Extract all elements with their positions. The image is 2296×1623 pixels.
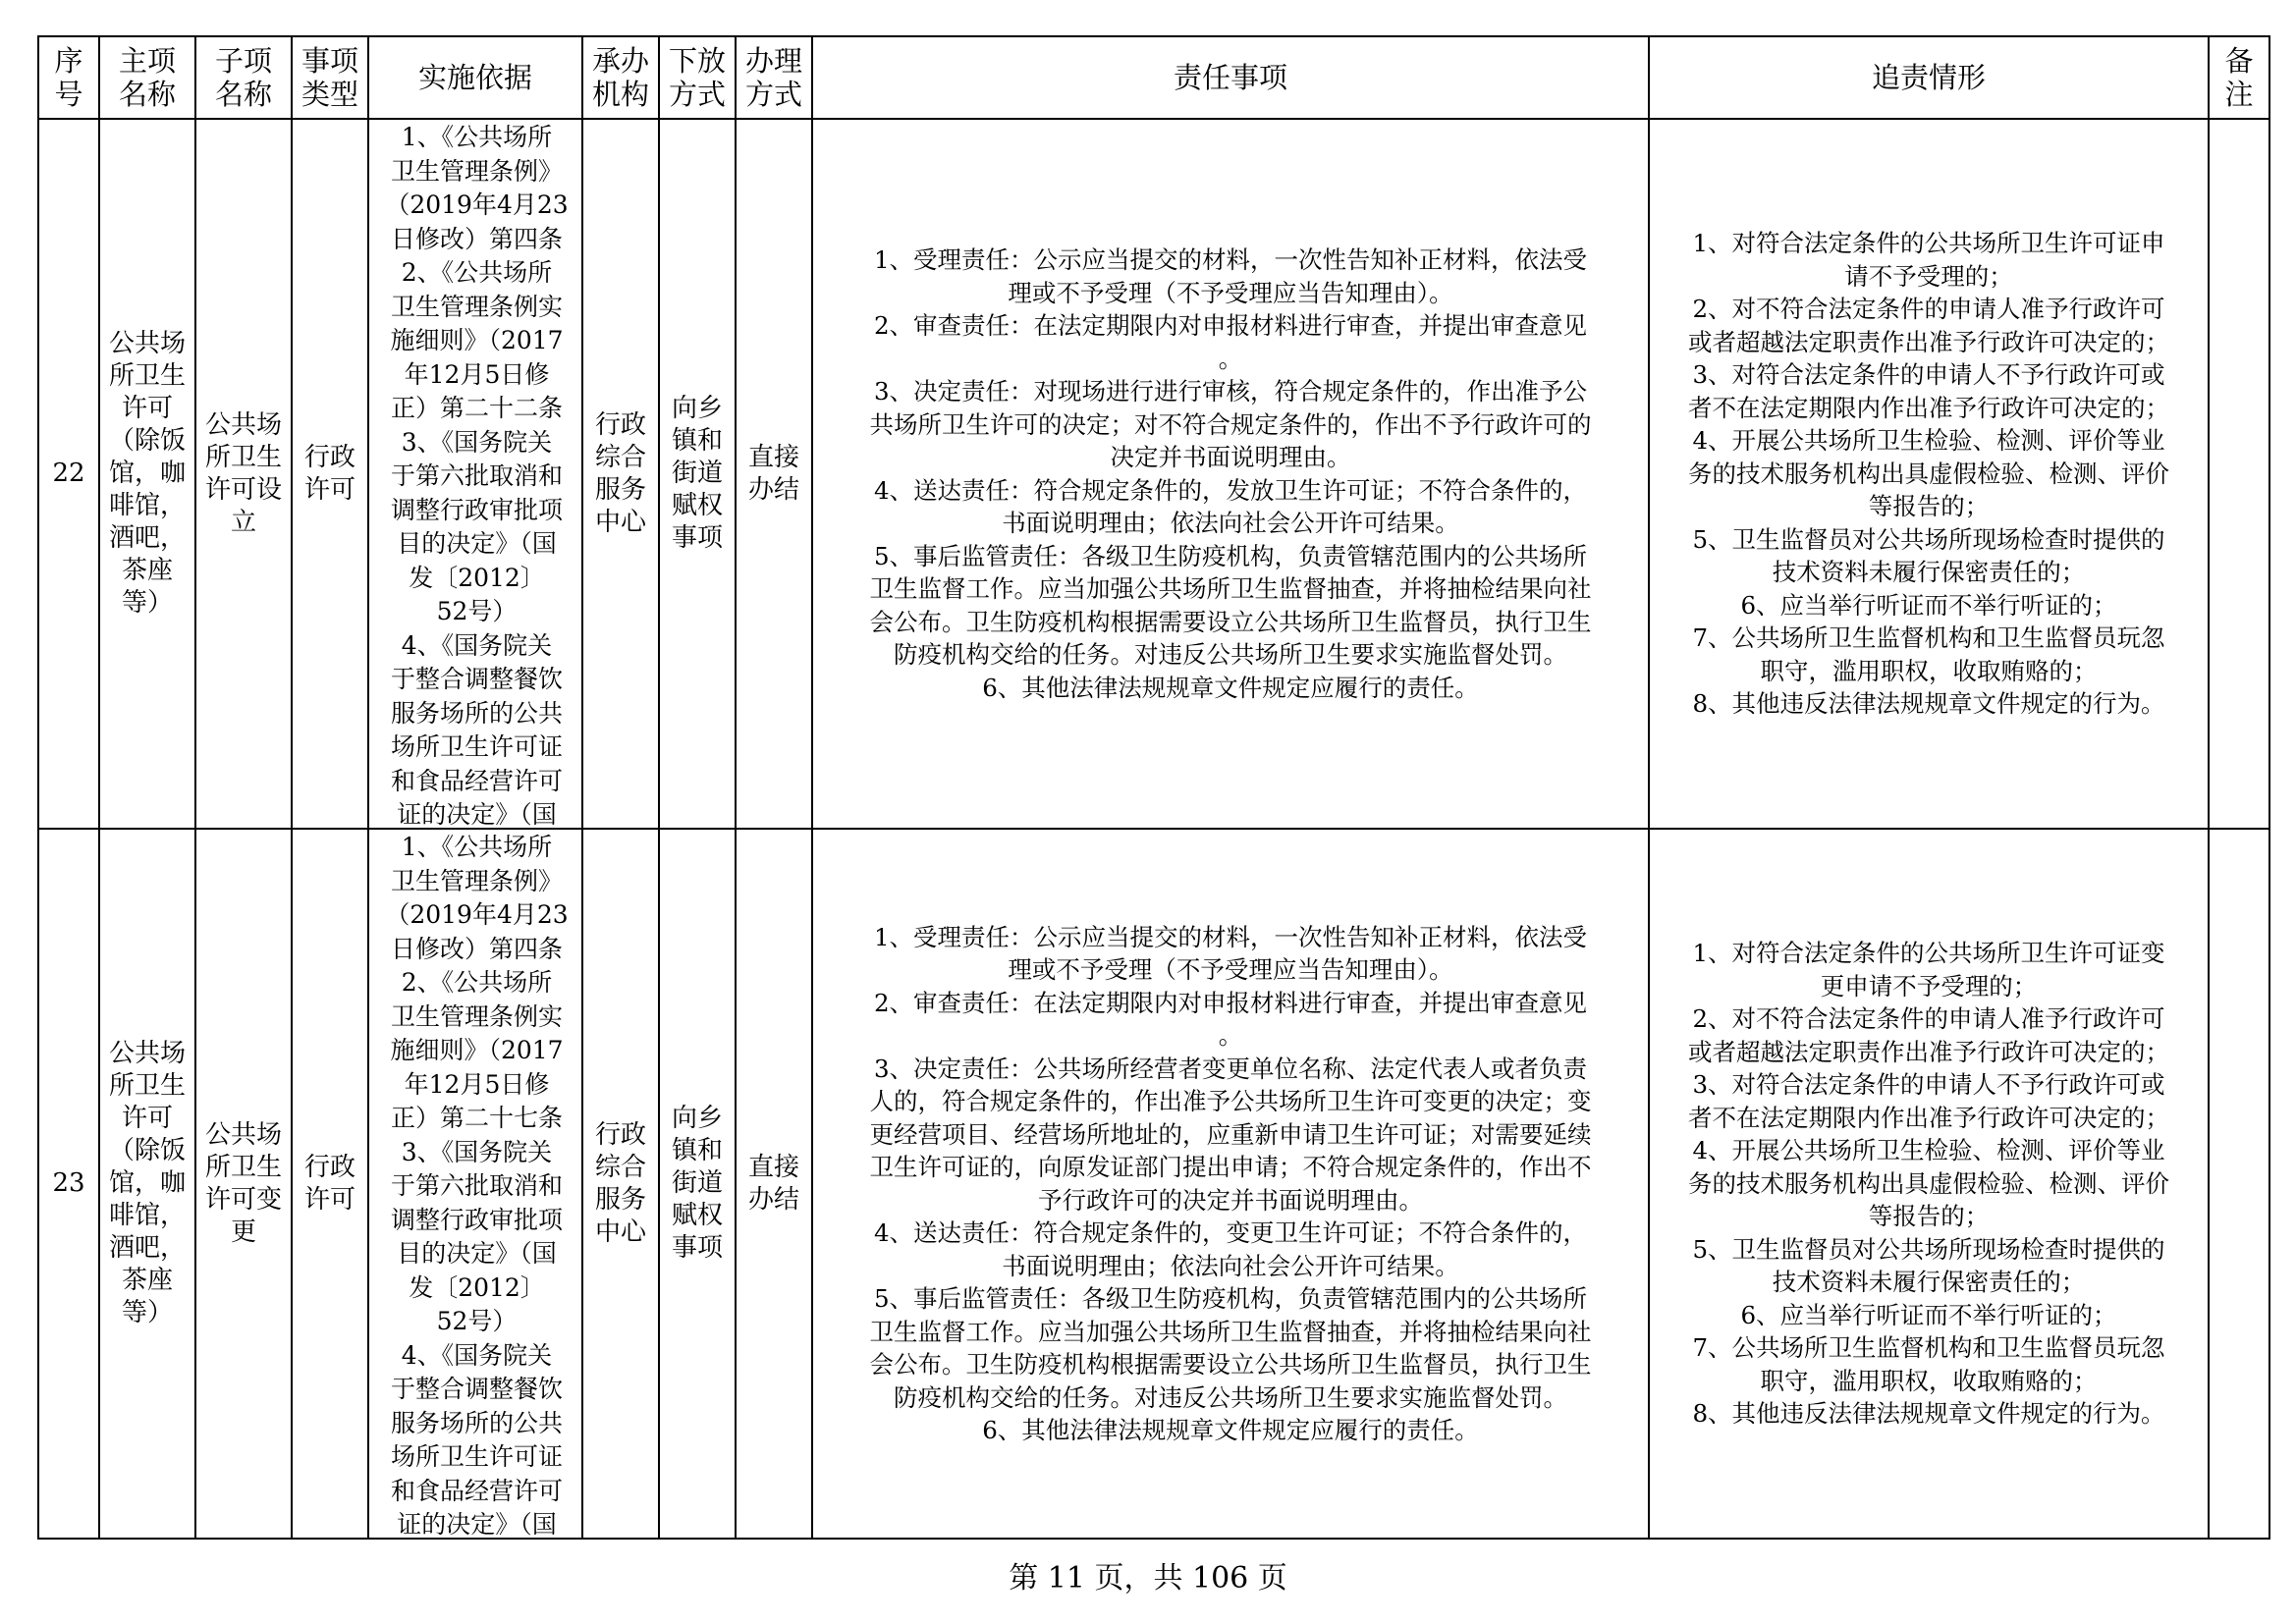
text-line: 于整合调整餐饮 <box>390 1375 563 1403</box>
text-line: 茶座 <box>121 1266 173 1295</box>
text-line: 请不予受理的； <box>1844 261 2013 291</box>
text-line: 7、公共场所卫生监督机构和卫生监督员玩忽 <box>1692 1333 2165 1363</box>
text-line: 更 <box>230 1217 256 1247</box>
text-line: 书面说明理由；依法向社会公开许可结果。 <box>1002 1251 1459 1280</box>
text-line: 和食品经营许可 <box>390 1476 563 1505</box>
text-line: 啡馆， <box>108 1201 186 1230</box>
text-line: 3、《国务院关 <box>401 427 553 457</box>
text-line: 共场所卫生许可的决定；对不符合规定条件的，作出不予行政许可的 <box>869 409 1592 439</box>
text-line: 更经营项目、经营场所地址的，应重新申请卫生许可证；对需要延续 <box>869 1119 1592 1149</box>
text-line: 馆，咖 <box>108 1168 186 1198</box>
delegation-method-cell <box>659 119 736 829</box>
text-line: 1、对符合法定条件的公共场所卫生许可证变 <box>1692 939 2165 968</box>
text-line: 街道 <box>671 1168 723 1198</box>
text-line: 2、对不符合法定条件的申请人准予行政许可 <box>1692 1004 2165 1034</box>
text-line: 直接 <box>747 1152 799 1182</box>
text-line: 于第六批取消和 <box>390 1171 563 1200</box>
sub-item-cell <box>195 829 292 1539</box>
text-line: 行政 <box>303 1152 355 1182</box>
text-line: 3、《国务院关 <box>401 1137 553 1166</box>
remark-cell <box>2209 119 2269 829</box>
text-line: 目的决定》（国 <box>397 1239 557 1268</box>
text-line: 服务 <box>594 474 646 505</box>
text-line: 6、应当举行听证而不举行听证的； <box>1740 1300 2117 1329</box>
text-line: 中心 <box>594 1217 646 1247</box>
header-handling: 办理 方式 <box>736 36 812 119</box>
text-line: 调整行政审批项 <box>390 495 563 524</box>
text-line: 立 <box>230 507 256 537</box>
text-line: 证的决定》（国 <box>397 800 557 826</box>
text-line: 许可 <box>303 474 355 505</box>
text-line: 公共场 <box>204 409 282 440</box>
text-line: 1、对符合法定条件的公共场所卫生许可证申 <box>1692 229 2165 258</box>
responsibility-table <box>37 35 2270 1540</box>
accountability-cell <box>1649 119 2209 829</box>
text-line: 等） <box>121 1298 173 1327</box>
text-line: 行政 <box>594 409 646 440</box>
header-agency: 承办 机构 <box>582 36 659 119</box>
text-line: 技术资料未履行保密责任的； <box>1772 1268 2086 1297</box>
text-line: 卫生监督工作。应当加强公共场所卫生监督抽查，并将抽检结果向社 <box>869 574 1592 603</box>
text-line: 公共场 <box>108 329 186 358</box>
text-line: 书面说明理由；依法向社会公开许可结果。 <box>1002 509 1459 537</box>
text-line: 施细则》（2017 <box>390 1036 564 1064</box>
text-line: 正）第二十七条 <box>390 1104 563 1132</box>
text-line: 5、卫生监督员对公共场所现场检查时提供的 <box>1692 524 2165 554</box>
item-type-cell <box>292 829 368 1539</box>
text-line: 人的，符合规定条件的，作出准予公共场所卫生许可变更的决定；变 <box>869 1087 1592 1115</box>
text-line: （2019年4月23 <box>385 900 569 929</box>
text-line: 啡馆， <box>108 491 186 520</box>
handling-agency-cell <box>582 829 659 1539</box>
table-row <box>38 119 2269 829</box>
header-seq: 序 号 <box>38 36 99 119</box>
text-line: 务的技术服务机构出具虚假检验、检测、评价 <box>1688 459 2169 488</box>
text-line: 酒吧， <box>108 1233 186 1263</box>
text-line: 直接 <box>747 442 799 472</box>
document-sheet <box>37 35 2269 1540</box>
text-line: 1、《公共场所 <box>401 833 553 861</box>
text-line: 场所卫生许可证 <box>390 732 563 761</box>
text-line: 日修改）第四条 <box>390 934 563 963</box>
text-line: 公共场 <box>108 1039 186 1068</box>
text-line: 许可 <box>303 1184 355 1215</box>
main-item-cell <box>99 829 195 1539</box>
text-line: 者不在法定期限内作出准予行政许可决定的； <box>1688 1103 2169 1132</box>
sub-item-cell <box>195 119 292 829</box>
text-line: 目的决定》（国 <box>397 529 557 558</box>
text-line: 52号） <box>436 597 518 625</box>
text-line: 场所卫生许可证 <box>390 1442 563 1471</box>
text-line: 会公布。卫生防疫机构根据需要设立公共场所卫生监督员，执行卫生 <box>869 1350 1592 1379</box>
text-line: 卫生许可证的，向原发证部门提出申请；不符合规定条件的，作出不 <box>869 1153 1592 1181</box>
text-line: 3、决定责任：对现场进行进行审核，符合规定条件的，作出准予公 <box>873 377 1588 406</box>
text-line: 服务场所的公共 <box>390 698 563 728</box>
header-sub-item: 子项 名称 <box>195 36 292 119</box>
text-line: 公共场 <box>204 1119 282 1150</box>
header-accountability: 追责情形 <box>1649 36 2209 119</box>
text-line: 4、《国务院关 <box>401 630 553 660</box>
text-line: 综合 <box>594 442 646 472</box>
text-line: 馆，咖 <box>108 459 186 488</box>
text-line: 务的技术服务机构出具虚假检验、检测、评价 <box>1688 1168 2169 1198</box>
page-number-footer: 第 11 页，共 106 页 <box>1009 1561 1287 1596</box>
header-main-item: 主项 名称 <box>99 36 195 119</box>
text-line: 向乡 <box>671 394 723 423</box>
header-responsibility: 责任事项 <box>812 36 1649 119</box>
table-header-row <box>38 36 2269 119</box>
text-line: 卫生管理条例》 <box>390 156 563 186</box>
text-line: 于整合调整餐饮 <box>390 665 563 693</box>
text-line: 证的决定》（国 <box>397 1510 557 1536</box>
accountability-cell <box>1649 829 2209 1539</box>
header-type: 事项 类型 <box>292 36 368 119</box>
text-line: 酒吧， <box>108 523 186 553</box>
implementation-basis-cell <box>368 119 582 829</box>
implementation-basis-cell <box>368 829 582 1539</box>
responsibility-cell <box>812 829 1649 1539</box>
handling-method-cell <box>736 829 812 1539</box>
text-line: 于第六批取消和 <box>390 461 563 490</box>
text-line: 3、对符合法定条件的申请人不予行政许可或 <box>1692 1070 2165 1100</box>
text-line: 卫生管理条例实 <box>390 1001 563 1031</box>
handling-agency-cell <box>582 119 659 829</box>
text-line: 所卫生 <box>108 361 186 391</box>
text-line: 服务场所的公共 <box>390 1408 563 1437</box>
text-line: 卫生管理条例》 <box>390 866 563 895</box>
text-line: 和食品经营许可 <box>390 766 563 795</box>
text-line: 所卫生 <box>108 1071 186 1101</box>
text-line: 许可 <box>121 1104 173 1133</box>
text-line: 5、卫生监督员对公共场所现场检查时提供的 <box>1692 1234 2165 1264</box>
text-line: 镇和 <box>671 1136 723 1165</box>
text-line: 4、《国务院关 <box>401 1340 553 1370</box>
text-line: 日修改）第四条 <box>390 224 563 253</box>
text-line: 服务 <box>594 1184 646 1215</box>
text-line: 2、审查责任：在法定期限内对申报材料进行审查，并提出审查意见 <box>873 311 1588 340</box>
text-line: （2019年4月23 <box>385 190 569 219</box>
text-line: 或者超越法定职责作出准予行政许可决定的； <box>1688 327 2169 356</box>
text-line: 中心 <box>594 507 646 537</box>
text-line: 理或不予受理（不予受理应当告知理由）。 <box>1008 955 1453 984</box>
text-line: 52号） <box>436 1307 518 1335</box>
text-line: 防疫机构交给的任务。对违反公共场所卫生要求实施监督处罚。 <box>894 640 1567 669</box>
text-line: 卫生监督工作。应当加强公共场所卫生监督抽查，并将抽检结果向社 <box>869 1317 1592 1346</box>
text-line: 职守，滥用职权，收取贿赂的； <box>1760 656 2098 685</box>
text-line: 综合 <box>594 1152 646 1182</box>
text-line: 或者超越法定职责作出准予行政许可决定的； <box>1688 1037 2169 1066</box>
text-line: 1、受理责任：公示应当提交的材料，一次性告知补正材料，依法受 <box>873 245 1588 274</box>
responsibility-cell <box>812 119 1649 829</box>
table-body <box>38 119 2269 1539</box>
text-line: 事项 <box>671 523 723 553</box>
text-line: 更申请不予受理的； <box>1820 971 2038 1001</box>
text-line: 4、送达责任：符合规定条件的，发放卫生许可证；不符合条件的， <box>873 475 1588 505</box>
text-line: 街道 <box>671 459 723 488</box>
text-line: 3、决定责任：公共场所经营者变更单位名称、法定代表人或者负责 <box>873 1054 1588 1083</box>
text-line: 4、送达责任：符合规定条件的，变更卫生许可证；不符合条件的， <box>873 1218 1588 1247</box>
text-line: 2、审查责任：在法定期限内对申报材料进行审查，并提出审查意见 <box>873 988 1588 1017</box>
text-line: 向乡 <box>671 1104 723 1133</box>
text-line: 6、其他法律法规规章文件规定应履行的责任。 <box>982 673 1479 702</box>
text-line: 许可变 <box>204 1184 282 1215</box>
text-line: 技术资料未履行保密责任的； <box>1772 558 2086 587</box>
text-line: 许可 <box>121 394 173 423</box>
text-line: 镇和 <box>671 426 723 456</box>
text-line: 会公布。卫生防疫机构根据需要设立公共场所卫生监督员，执行卫生 <box>869 607 1592 636</box>
text-line: 防疫机构交给的任务。对违反公共场所卫生要求实施监督处罚。 <box>894 1382 1567 1412</box>
text-line: 等） <box>121 588 173 618</box>
text-line: 6、应当举行听证而不举行听证的； <box>1740 590 2117 620</box>
text-line: 予行政许可的决定并书面说明理由。 <box>1038 1185 1423 1215</box>
header-basis: 实施依据 <box>368 36 582 119</box>
text-line: 事项 <box>671 1233 723 1263</box>
seq-cell: 23 <box>38 829 99 1539</box>
text-line: 发〔2012〕 <box>409 1272 545 1302</box>
text-line: 等报告的； <box>1868 1202 1990 1231</box>
item-type-cell <box>292 119 368 829</box>
text-line: 调整行政审批项 <box>390 1205 563 1234</box>
text-line: 行政 <box>303 442 355 472</box>
text-line: 1、《公共场所 <box>401 123 553 151</box>
text-line: 5、事后监管责任：各级卫生防疫机构，负责管辖范围内的公共场所 <box>873 1284 1588 1313</box>
text-line: 发〔2012〕 <box>409 563 545 592</box>
handling-method-cell <box>736 119 812 829</box>
text-line: 7、公共场所卫生监督机构和卫生监督员玩忽 <box>1692 623 2165 653</box>
text-line: 办结 <box>747 474 799 505</box>
text-line: 2、《公共场所 <box>401 258 553 287</box>
text-line: 。 <box>1218 1021 1243 1050</box>
remark-cell <box>2209 829 2269 1539</box>
seq-cell: 22 <box>38 119 99 829</box>
text-line: 3、对符合法定条件的申请人不予行政许可或 <box>1692 360 2165 390</box>
text-line: 年12月5日修 <box>404 1069 550 1099</box>
text-line: 。 <box>1218 344 1243 373</box>
text-line: 茶座 <box>121 556 173 585</box>
text-line: 所卫生 <box>204 1152 282 1182</box>
text-line: 卫生管理条例实 <box>390 292 563 321</box>
text-line: 理或不予受理（不予受理应当告知理由）。 <box>1008 278 1453 307</box>
text-line: 者不在法定期限内作出准予行政许可决定的； <box>1688 393 2169 422</box>
text-line: （除饭 <box>108 426 186 456</box>
text-line: 2、《公共场所 <box>401 968 553 997</box>
text-line: 决定并书面说明理由。 <box>1110 443 1351 471</box>
text-line: 8、其他违反法律法规规章文件规定的行为。 <box>1692 1399 2165 1429</box>
text-line: 办结 <box>747 1184 799 1215</box>
text-line: 等报告的； <box>1868 492 1990 521</box>
delegation-method-cell <box>659 829 736 1539</box>
text-line: 5、事后监管责任：各级卫生防疫机构，负责管辖范围内的公共场所 <box>873 541 1588 570</box>
table-row <box>38 829 2269 1539</box>
text-line: 1、受理责任：公示应当提交的材料，一次性告知补正材料，依法受 <box>873 922 1588 951</box>
text-line: 赋权 <box>671 1201 723 1230</box>
text-line: 年12月5日修 <box>404 359 550 389</box>
main-item-cell <box>99 119 195 829</box>
text-line: 6、其他法律法规规章文件规定应履行的责任。 <box>982 1416 1479 1444</box>
header-delegation: 下放 方式 <box>659 36 736 119</box>
text-line: 2、对不符合法定条件的申请人准予行政许可 <box>1692 295 2165 324</box>
text-line: 施细则》（2017 <box>390 326 564 354</box>
text-line: 8、其他违反法律法规规章文件规定的行为。 <box>1692 689 2165 719</box>
text-line: （除饭 <box>108 1136 186 1165</box>
text-line: 4、开展公共场所卫生检验、检测、评价等业 <box>1692 1136 2165 1165</box>
text-line: 所卫生 <box>204 442 282 472</box>
header-remark: 备 注 <box>2209 36 2269 119</box>
text-line: 许可设 <box>204 474 282 505</box>
text-line: 行政 <box>594 1119 646 1150</box>
text-line: 赋权 <box>671 491 723 520</box>
text-line: 职守，滥用职权，收取贿赂的； <box>1760 1366 2098 1395</box>
text-line: 正）第二十二条 <box>390 394 563 422</box>
text-line: 4、开展公共场所卫生检验、检测、评价等业 <box>1692 426 2165 456</box>
